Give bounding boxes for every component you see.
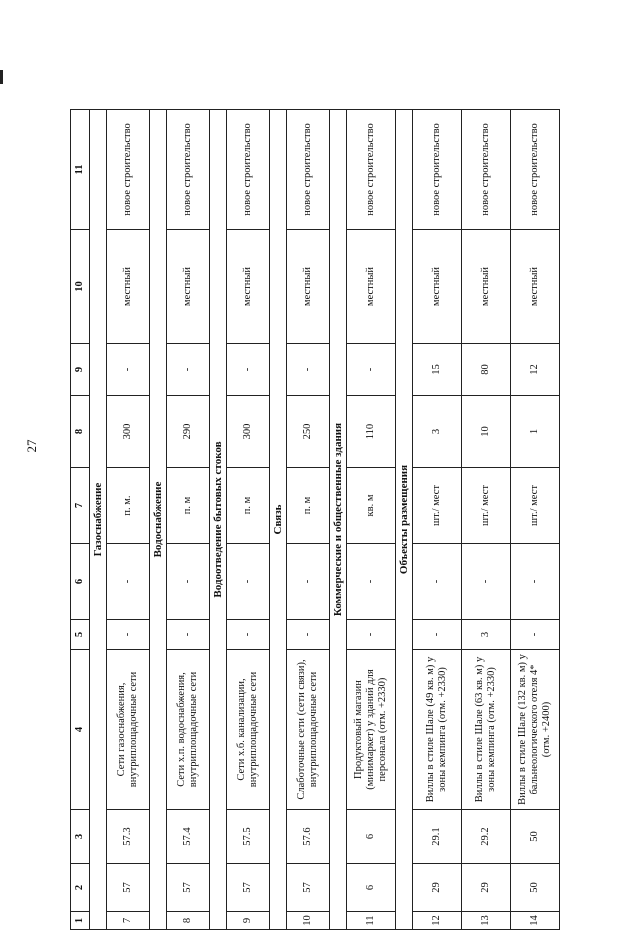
table-cell: местный xyxy=(167,230,210,344)
column-header: 10 xyxy=(71,230,90,344)
column-header: 4 xyxy=(71,650,90,810)
table-cell: 110 xyxy=(347,396,396,468)
table-cell: - xyxy=(347,620,396,650)
table-row xyxy=(462,110,511,930)
table-cell: 29.1 xyxy=(413,810,462,864)
table-cell: новое строительство xyxy=(227,110,270,230)
table-cell: 57.4 xyxy=(167,810,210,864)
table-cell: шт./ мест xyxy=(511,468,560,544)
table-cell: Виллы в стиле Шале (132 кв. м) у бальнеологического отеля 4* (отм. +2400) xyxy=(511,650,560,810)
table-cell: новое строительство xyxy=(511,110,560,230)
table-cell: местный xyxy=(107,230,150,344)
infrastructure-table xyxy=(70,109,560,930)
table-cell: шт./ мест xyxy=(413,468,462,544)
table-cell: 3 xyxy=(462,620,511,650)
table-cell: Сети х.б. канализации, внутриплощадочные сети xyxy=(227,650,270,810)
table-cell: п. м xyxy=(227,468,270,544)
table-cell: Сети х.п. водоснабжения, внутриплощадочные сети xyxy=(167,650,210,810)
table-cell: 3 xyxy=(413,396,462,468)
table-cell: кв. м xyxy=(347,468,396,544)
table-cell: 14 xyxy=(511,912,560,930)
table-cell: 13 xyxy=(462,912,511,930)
table-cell: 1 xyxy=(511,396,560,468)
column-header: 2 xyxy=(71,864,90,912)
table-cell: - xyxy=(287,344,330,396)
table-cell: - xyxy=(227,620,270,650)
column-header: 5 xyxy=(71,620,90,650)
table-cell: 250 xyxy=(287,396,330,468)
table-row xyxy=(511,110,560,930)
table-cell: 57.5 xyxy=(227,810,270,864)
table-cell: 15 xyxy=(413,344,462,396)
table-cell: 29 xyxy=(462,864,511,912)
table-cell: - xyxy=(347,344,396,396)
table-cell: - xyxy=(287,620,330,650)
table-cell: - xyxy=(413,544,462,620)
table-row xyxy=(413,110,462,930)
table-cell: 57.3 xyxy=(107,810,150,864)
table-cell: Виллы в стиле Шале (49 кв. м) у зоны кемпинга (отм. +2330) xyxy=(413,650,462,810)
section-title: Коммерческие и общественные здания xyxy=(330,110,347,930)
table-row xyxy=(167,110,210,930)
table-cell: Продуктовый магазин (минимаркет) у зданий для персонала (отм. +2330) xyxy=(347,650,396,810)
table-cell: новое строительство xyxy=(107,110,150,230)
table-cell: 57 xyxy=(167,864,210,912)
table-cell: - xyxy=(227,544,270,620)
column-header: 7 xyxy=(71,468,90,544)
section-title: Газоснабжение xyxy=(90,110,107,930)
section-row-communications xyxy=(270,110,287,930)
table-cell: новое строительство xyxy=(287,110,330,230)
table-cell: - xyxy=(227,344,270,396)
table-cell: местный xyxy=(413,230,462,344)
table-cell: - xyxy=(511,544,560,620)
table-cell: 50 xyxy=(511,864,560,912)
table-cell: 10 xyxy=(287,912,330,930)
table-cell: 29 xyxy=(413,864,462,912)
page-number: 27 xyxy=(24,439,39,453)
table-header-row xyxy=(71,110,90,930)
table-cell: 57 xyxy=(287,864,330,912)
table-cell: - xyxy=(167,344,210,396)
table-cell: 80 xyxy=(462,344,511,396)
section-row-gas xyxy=(90,110,107,930)
table-cell: 7 xyxy=(107,912,150,930)
section-row-water xyxy=(150,110,167,930)
table-row xyxy=(287,110,330,930)
column-header: 1 xyxy=(71,912,90,930)
column-header: 9 xyxy=(71,344,90,396)
table-cell: местный xyxy=(227,230,270,344)
column-header: 11 xyxy=(71,110,90,230)
table-cell: - xyxy=(462,544,511,620)
table-row xyxy=(107,110,150,930)
table-cell: 9 xyxy=(227,912,270,930)
table-cell: п. м xyxy=(287,468,330,544)
table-cell: 290 xyxy=(167,396,210,468)
table-cell: местный xyxy=(347,230,396,344)
section-row-commercial xyxy=(330,110,347,930)
table-cell: - xyxy=(511,620,560,650)
table-cell: - xyxy=(347,544,396,620)
table-cell: 57.6 xyxy=(287,810,330,864)
table-cell: - xyxy=(107,344,150,396)
table-cell: новое строительство xyxy=(347,110,396,230)
table-cell: 6 xyxy=(347,810,396,864)
section-row-sewage xyxy=(210,110,227,930)
rotated-page-content xyxy=(70,110,552,930)
table-cell: 10 xyxy=(462,396,511,468)
table-cell: 12 xyxy=(511,344,560,396)
table-cell: 50 xyxy=(511,810,560,864)
table-cell: шт./ мест xyxy=(462,468,511,544)
table-cell: - xyxy=(167,620,210,650)
table-cell: местный xyxy=(287,230,330,344)
column-header: 6 xyxy=(71,544,90,620)
table-cell: новое строительство xyxy=(167,110,210,230)
table-cell: - xyxy=(167,544,210,620)
section-title: Водоотведение бытовых стоков xyxy=(210,110,227,930)
table-cell: местный xyxy=(511,230,560,344)
table-cell: 57 xyxy=(107,864,150,912)
table-cell: Слаботочные сети (сети связи), внутриплощадочные сети xyxy=(287,650,330,810)
section-title: Водоснабжение xyxy=(150,110,167,930)
table-cell: новое строительство xyxy=(413,110,462,230)
table-cell: 300 xyxy=(227,396,270,468)
table-cell: п. м xyxy=(167,468,210,544)
left-margin-mark xyxy=(0,70,3,84)
section-title: Объекты размещения xyxy=(396,110,413,930)
table-cell: - xyxy=(287,544,330,620)
table-cell: Виллы в стиле Шале (63 кв. м) у зоны кемпинга (отм. +2330) xyxy=(462,650,511,810)
table-row xyxy=(227,110,270,930)
table-cell: 29.2 xyxy=(462,810,511,864)
table-cell: - xyxy=(107,620,150,650)
table-cell: 12 xyxy=(413,912,462,930)
table-cell: 8 xyxy=(167,912,210,930)
table-cell: п. м. xyxy=(107,468,150,544)
table-cell: 11 xyxy=(347,912,396,930)
table-cell: 6 xyxy=(347,864,396,912)
table-cell: местный xyxy=(462,230,511,344)
table-cell: - xyxy=(107,544,150,620)
table-cell: Сети газоснабжения, внутриплощадочные сети xyxy=(107,650,150,810)
table-cell: - xyxy=(413,620,462,650)
section-title: Связь xyxy=(270,110,287,930)
table-cell: 57 xyxy=(227,864,270,912)
table-cell: 300 xyxy=(107,396,150,468)
column-header: 3 xyxy=(71,810,90,864)
section-row-accommodation xyxy=(396,110,413,930)
table-cell: новое строительство xyxy=(462,110,511,230)
table-row xyxy=(347,110,396,930)
column-header: 8 xyxy=(71,396,90,468)
